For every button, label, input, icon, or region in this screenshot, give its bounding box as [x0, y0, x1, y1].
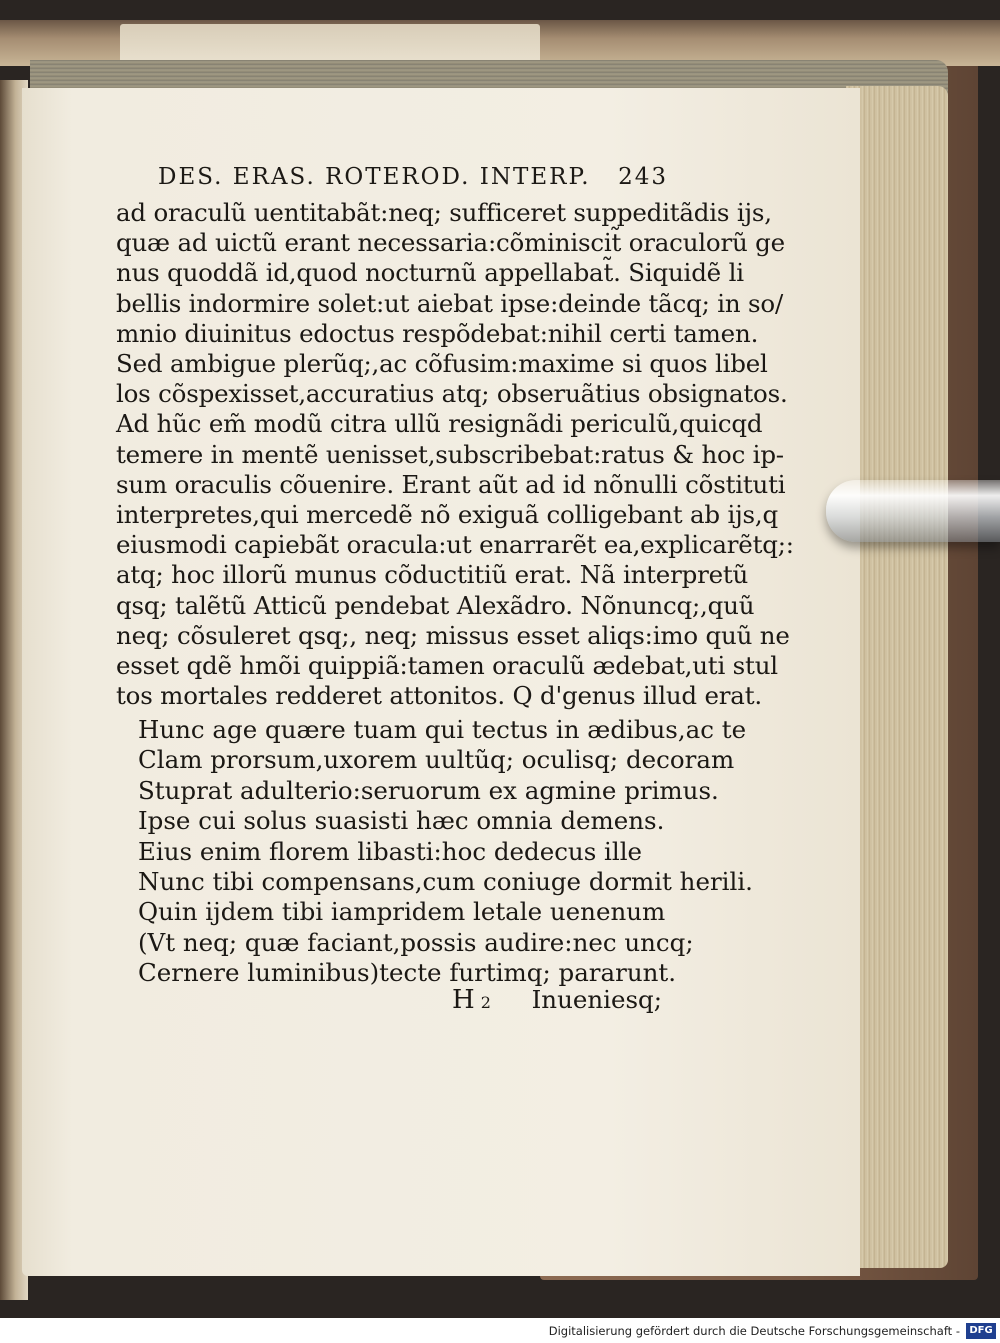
text-line: interpretes,qui mercedẽ nõ exiguã colligebant ab ijs,q [116, 500, 778, 530]
text-line: ad oraculũ uentitabãt:neq; sufficeret suppeditãdis ijs, [116, 198, 772, 227]
dfg-logo-icon: DFG [966, 1323, 996, 1339]
verse-line: Nunc tibi compensans,cum coniuge dormit herili. [138, 867, 753, 897]
verse-block [138, 715, 753, 989]
fore-edge-page-stack [846, 86, 948, 1268]
text-line: tos mortales redderet attonitos. Q d'genus illud erat. [116, 681, 762, 711]
signature-number: 2 [480, 993, 491, 1012]
signature-letter: H [452, 985, 475, 1015]
verse-line: Cernere luminibus)tecte furtimq; pararunt. [138, 958, 677, 988]
text-line: esset qdẽ hmõi quippiã:tamen oraculũ ædebat,uti stul [116, 651, 778, 681]
text-line: mnio diuinitus edoctus respõdebat:nihil certi tamen. [116, 318, 759, 348]
text-line: sum oraculis cõuenire. Erant aũt ad id nõnulli cõstituti [116, 469, 786, 499]
text-line: bellis indormire solet:ut aiebat ipse:deinde tãcq; in so/ [116, 288, 784, 318]
catchword: Inueniesq; [531, 985, 662, 1014]
prose-text-block [116, 198, 794, 711]
signature-mark [452, 985, 491, 1015]
verse-line: (Vt neq; quæ faciant,possis audire:nec uncq; [138, 927, 694, 957]
running-header [158, 164, 668, 190]
text-line: atq; hoc illorũ munus cõductitiũ erat. Nã interpretũ [116, 560, 749, 590]
text-line: neq; cõsuleret qsq;, neq; missus esset aliqs:imo quũ ne [116, 620, 790, 650]
text-line: nus quoddã id,quod nocturnũ appellabat̃. Siquidẽ li [116, 258, 744, 288]
text-line: los cõspexisset,accuratius atq; obseruãtius obsignatos. [116, 379, 788, 409]
funding-credit: Digitalisierung gefördert durch die Deutsche Forschungsgemeinschaft - [548, 1323, 960, 1338]
text-line: Ad hũc em̃ modũ citra ullũ resignãdi periculũ,quicqd [116, 409, 763, 439]
verse-line: Hunc age quære tuam qui tectus in ædibus,ac te [138, 715, 747, 744]
catchline [452, 985, 662, 1015]
text-line: Sed ambigue plerũq;,ac cõfusim:maxime si quos libel [116, 349, 768, 379]
verse-line: Ipse cui solus suasisti hæc omnia demens. [138, 806, 665, 836]
glass-page-holder-rod [826, 480, 1000, 542]
spine-paper-strip [120, 24, 540, 64]
verse-line: Eius enim florem libasti:hoc dedecus ille [138, 836, 643, 866]
text-line: quæ ad uictũ erant necessaria:cõminiscit̃ oraculorũ ge [116, 228, 785, 258]
verse-line: Stuprat adulterio:seruorum ex agmine primus. [138, 775, 719, 805]
page-number: 243 [618, 164, 668, 190]
text-line: temere in mentẽ uenisset,subscribebat:ratus & hoc ip- [116, 439, 784, 469]
running-title: DES. ERAS. ROTEROD. INTERP. [158, 164, 591, 190]
verse-line: Clam prorsum,uxorem uultũq; oculisq; decoram [138, 745, 735, 775]
footer-bar [0, 1318, 1000, 1343]
text-line: eiusmodi capiebãt oracula:ut enarrarẽt ea,explicarẽtq;: [116, 530, 794, 560]
verse-line: Quin ijdem tibi iampridem letale uenenum [138, 897, 666, 927]
text-line: qsq; talẽtũ Atticũ pendebat Alexãdro. Nõnuncq;,quũ [116, 590, 755, 620]
